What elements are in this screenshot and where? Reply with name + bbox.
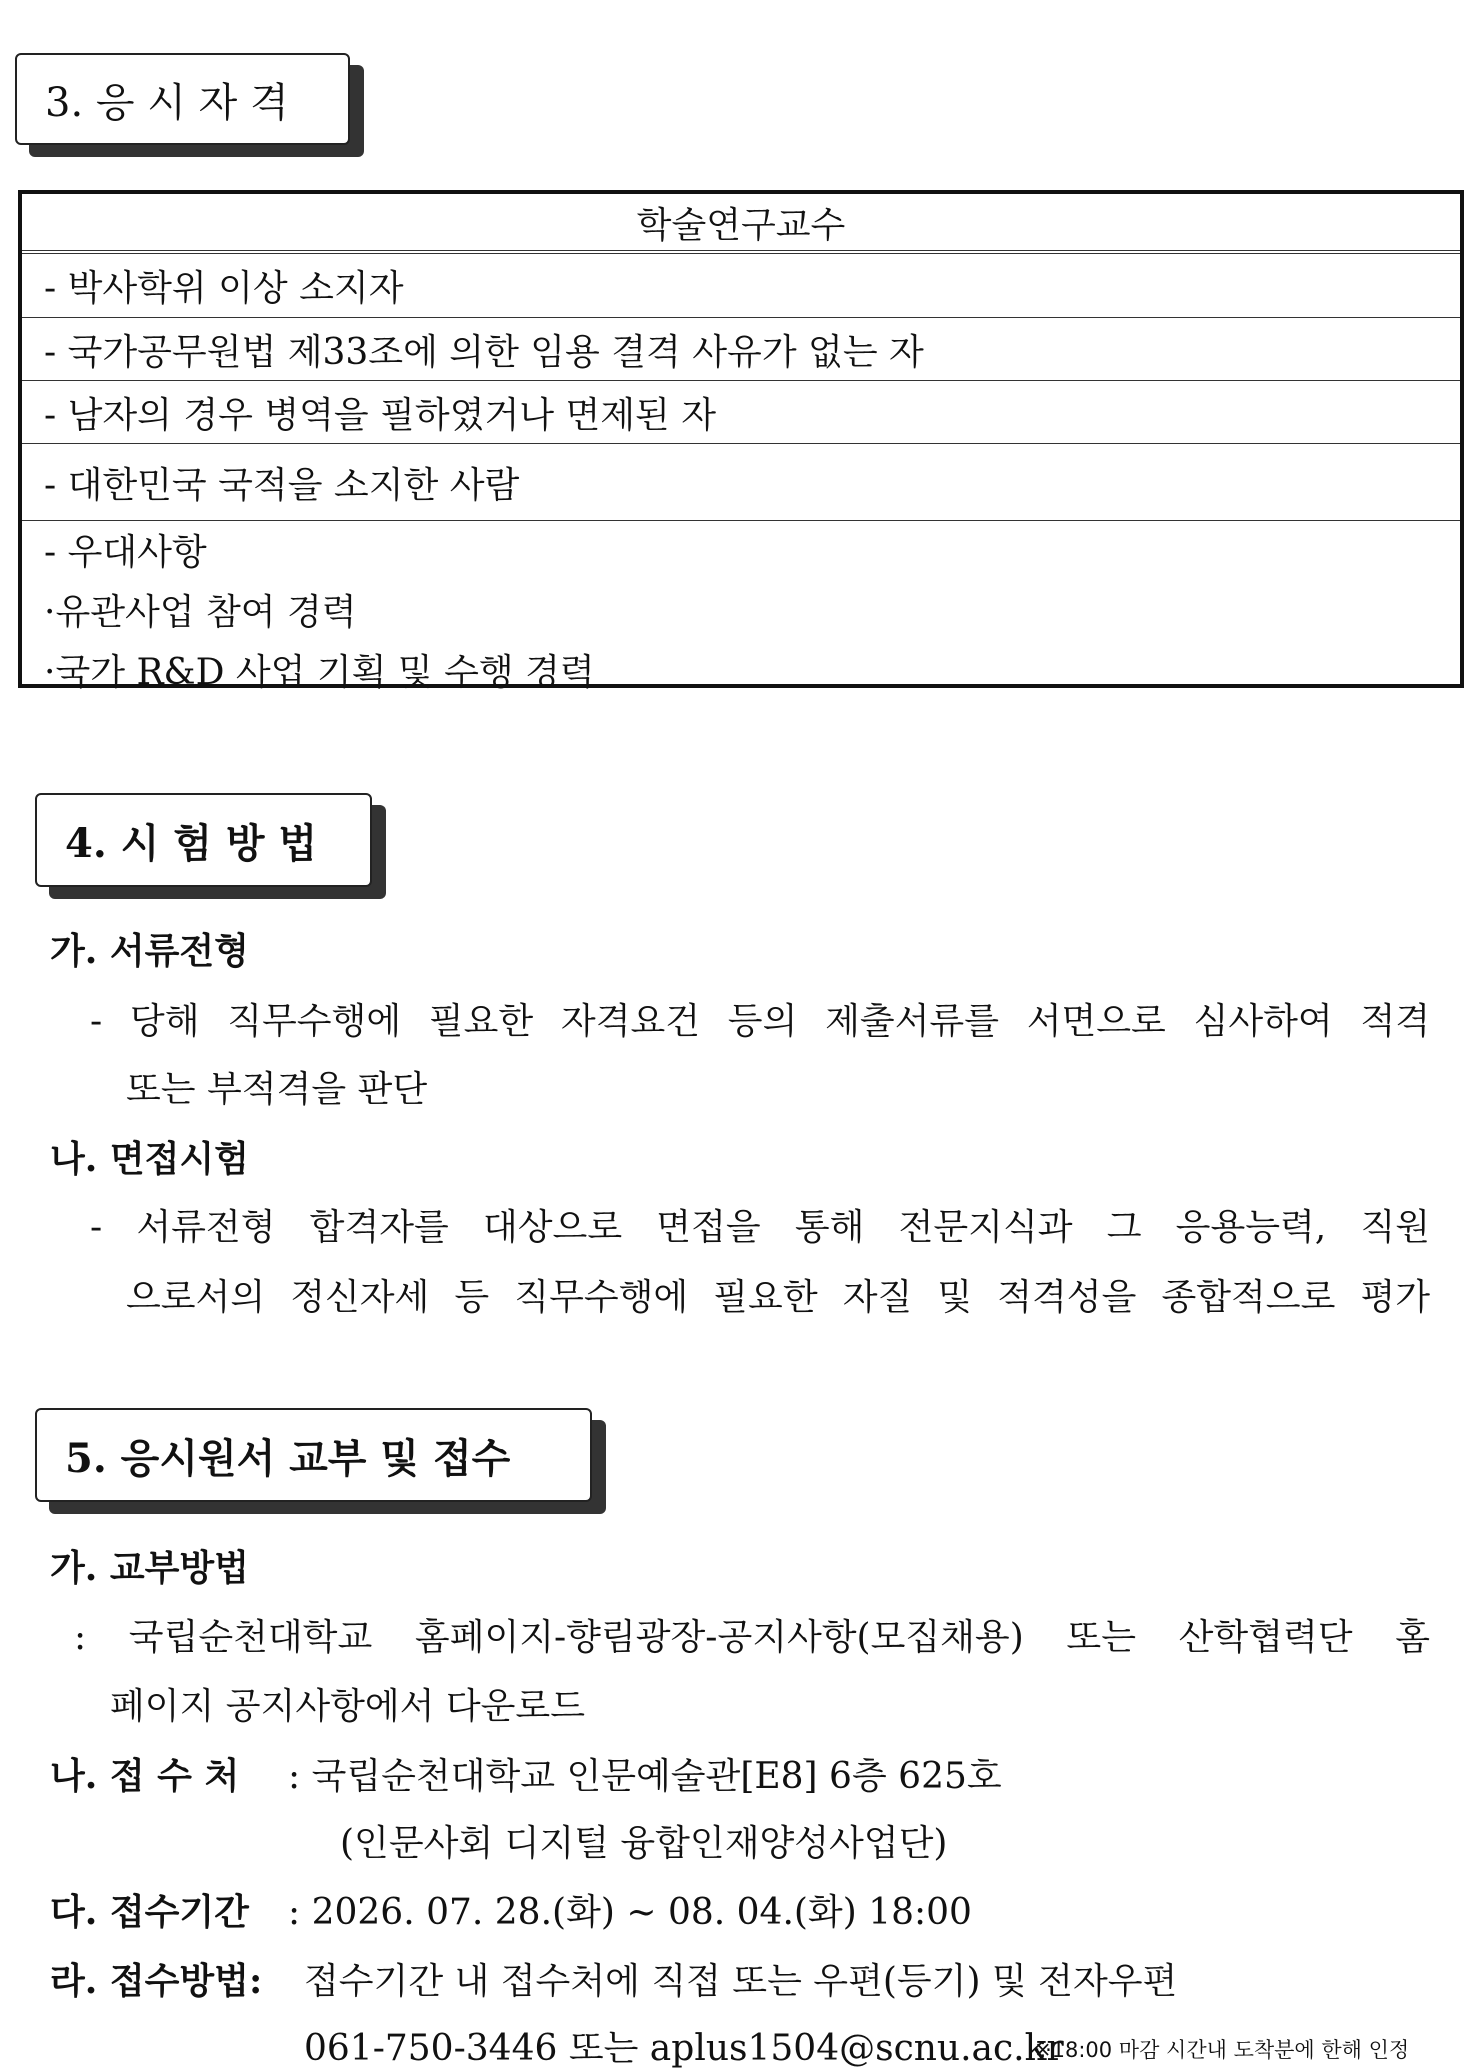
period-label: 다. 접수기간 bbox=[50, 1891, 249, 1933]
reception-value: : 국립순천대학교 인문예술관[E8] 6층 625호 bbox=[288, 1756, 1002, 1797]
interview-heading: 나. 면접시험 bbox=[50, 1138, 249, 1180]
deadline-note: ※18:00 마감 시간내 도착분에 한해 인정 bbox=[1034, 2038, 1410, 2062]
screening-text-line1: - 당해 직무수행에 필요한 자격요건 등의 제출서류를 서면으로 심사하여 적격 bbox=[90, 1001, 1430, 1042]
method-value: 접수기간 내 접수처에 직접 또는 우편(등기) 및 전자우편 bbox=[304, 1961, 1178, 2002]
distribution-text-line2: 페이지 공지사항에서 다운로드 bbox=[110, 1686, 585, 1727]
screening-text-line2: 또는 부적격을 판단 bbox=[126, 1069, 428, 1110]
screening-heading: 가. 서류전형 bbox=[50, 930, 249, 972]
section-5-title: 5. 응시원서 교부 및 접수 bbox=[35, 1408, 592, 1502]
preference-cell bbox=[22, 521, 1460, 693]
preference-item: ·국가 R&D 사업 기획 및 수행 경력 bbox=[44, 652, 595, 693]
distribution-text-line1: : 국립순천대학교 홈페이지-향림광장-공지사항(모집채용) 또는 산학협력단 홈 bbox=[74, 1617, 1430, 1658]
table-row: - 국가공무원법 제33조에 의한 임용 결격 사유가 없는 자 bbox=[22, 318, 1460, 381]
interview-text-line1: - 서류전형 합격자를 대상으로 면접을 통해 전문지식과 그 응용능력, 직원 bbox=[90, 1207, 1430, 1248]
method-label: 라. 접수방법: bbox=[50, 1960, 263, 2002]
reception-label: 나. 접 수 처 bbox=[50, 1755, 240, 1797]
section-3-title: 3. 응 시 자 격 bbox=[15, 53, 350, 145]
table-header: 학술연구교수 bbox=[22, 194, 1460, 254]
distribution-heading: 가. 교부방법 bbox=[50, 1547, 249, 1589]
period-value: : 2026. 07. 28.(화) ~ 08. 04.(화) 18:00 bbox=[288, 1892, 972, 1933]
table-row: - 남자의 경우 병역을 필하였거나 면제된 자 bbox=[22, 381, 1460, 444]
section-4-title: 4. 시 험 방 법 bbox=[35, 793, 372, 887]
preference-title: - 우대사항 bbox=[44, 532, 207, 573]
table-row: - 대한민국 국적을 소지한 사람 bbox=[22, 444, 1460, 521]
qualification-table bbox=[18, 190, 1464, 693]
preference-item: ·유관사업 참여 경력 bbox=[44, 592, 357, 633]
interview-text-line2: 으로서의 정신자세 등 직무수행에 필요한 자질 및 적격성을 종합적으로 평가 bbox=[126, 1277, 1430, 1318]
reception-value-line2: (인문사회 디지털 융합인재양성사업단) bbox=[340, 1823, 948, 1864]
contact-info: 061-750-3446 또는 aplus1504@scnu.ac.kr bbox=[304, 2028, 1064, 2069]
table-row: - 박사학위 이상 소지자 bbox=[22, 254, 1460, 318]
